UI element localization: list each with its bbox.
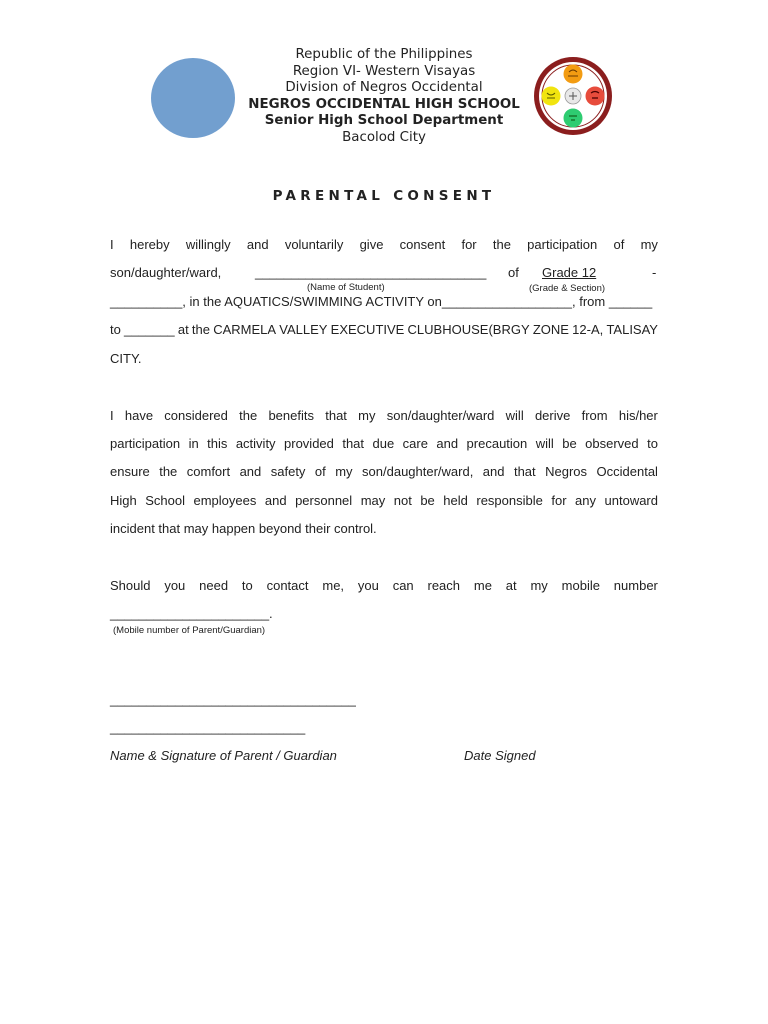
word: due <box>372 436 395 451</box>
word: for <box>461 237 477 252</box>
word: High <box>110 493 137 508</box>
p1-line3-text: __________, in the AQUATICS/SWIMMING ACTIVITY on__________________, from ______ <box>110 294 653 309</box>
word: the <box>191 322 210 337</box>
word: voluntarily <box>284 237 344 252</box>
word: from <box>581 408 608 423</box>
grade-value: Grade 12 <box>542 265 597 280</box>
p2-line3 <box>110 464 658 479</box>
word: me, <box>322 578 345 593</box>
p1-dash: - <box>652 265 657 280</box>
division-logo-placeholder <box>151 58 235 138</box>
word: the <box>239 408 258 423</box>
word: in <box>188 436 199 451</box>
word: hereby <box>129 237 170 252</box>
header-department: Senior High School Department <box>264 113 504 128</box>
p1-line4 <box>110 322 658 337</box>
p1-of: of <box>508 265 519 280</box>
word: responsible <box>476 493 543 508</box>
word: to <box>241 578 253 593</box>
word: TALISAY <box>606 322 658 337</box>
word: employees <box>193 493 257 508</box>
word: held <box>443 493 468 508</box>
word: my <box>640 237 658 252</box>
word: contact <box>266 578 309 593</box>
word: my <box>358 408 376 423</box>
word: reach <box>427 578 461 593</box>
word: and <box>239 464 262 479</box>
word: School <box>145 493 185 508</box>
p2-line5: incident that may happen beyond their control. <box>110 521 377 536</box>
word: that <box>513 464 536 479</box>
p1-line5: CITY. <box>110 351 142 366</box>
word: at <box>177 322 189 337</box>
date-line[interactable]: ___________________________ <box>110 720 306 735</box>
word: you <box>357 578 379 593</box>
word: comfort <box>186 464 231 479</box>
word: the <box>159 464 178 479</box>
p2-line2 <box>110 436 658 451</box>
word: mobile <box>561 578 600 593</box>
word: and <box>482 464 505 479</box>
word: VALLEY <box>279 322 328 337</box>
student-name-caption: (Name of Student) <box>307 282 385 293</box>
word: willingly <box>185 237 231 252</box>
signature-label: Name & Signature of Parent / Guardian <box>110 748 337 763</box>
page-title: PARENTAL CONSENT <box>272 188 496 204</box>
signature-line[interactable]: __________________________________ <box>110 692 356 707</box>
word: considered <box>164 408 228 423</box>
word: EXECUTIVE <box>330 322 405 337</box>
p3-line1 <box>110 578 658 593</box>
p1-line1 <box>110 237 658 252</box>
word: will <box>535 436 554 451</box>
word: and <box>436 436 459 451</box>
word: of <box>314 464 326 479</box>
p2-line4 <box>110 493 658 508</box>
p2-line1 <box>110 408 658 423</box>
word: provided <box>284 436 334 451</box>
word: 12-A, <box>572 322 604 337</box>
word: not <box>393 493 412 508</box>
word: my <box>530 578 548 593</box>
grade-section-caption: (Grade & Section) <box>529 283 606 294</box>
letterhead <box>230 47 538 146</box>
word: be <box>562 436 577 451</box>
word: will <box>505 408 524 423</box>
word: care <box>402 436 428 451</box>
word: may <box>360 493 386 508</box>
word: ensure <box>110 464 150 479</box>
word: for <box>551 493 567 508</box>
word: need <box>199 578 229 593</box>
word: consent <box>399 237 446 252</box>
header-region: Region VI- Western Visayas <box>292 63 476 79</box>
grade-section-field[interactable] <box>542 265 652 280</box>
word: participation <box>527 237 598 252</box>
word: number <box>613 578 658 593</box>
word: I <box>110 408 114 423</box>
word: I <box>110 237 114 252</box>
word: derive <box>534 408 571 423</box>
mobile-number-blank[interactable]: ______________________. <box>110 606 273 621</box>
header-division: Division of Negros Occidental <box>285 80 483 95</box>
word: Negros <box>545 464 588 479</box>
word: safety <box>270 464 306 479</box>
word: untoward <box>604 493 658 508</box>
word: give <box>359 237 384 252</box>
word: CLUBHOUSE(BRGY <box>407 322 530 337</box>
header-city: Bacolod City <box>342 129 426 145</box>
date-signed-label: Date Signed <box>464 748 536 763</box>
word: precaution <box>466 436 528 451</box>
word: me <box>473 578 492 593</box>
word: Should <box>110 578 151 593</box>
word: to <box>647 436 658 451</box>
word: that <box>342 436 365 451</box>
word: have <box>124 408 154 423</box>
word: ZONE <box>532 322 569 337</box>
word: participation <box>110 436 181 451</box>
word: to <box>110 322 121 337</box>
word: at <box>505 578 517 593</box>
word: _______ <box>124 322 175 337</box>
word: this <box>207 436 228 451</box>
mobile-number-caption: (Mobile number of Parent/Guardian) <box>113 625 266 636</box>
word: his/her <box>618 408 658 423</box>
p1-line2-prefix: son/daughter/ward, <box>110 265 222 280</box>
student-name-blank[interactable]: ________________________________ <box>255 265 487 280</box>
word: any <box>575 493 597 508</box>
word: that <box>325 408 347 423</box>
word: the <box>492 237 511 252</box>
word: my <box>335 464 353 479</box>
header-country: Republic of the Philippines <box>295 47 473 62</box>
word: of <box>613 237 625 252</box>
word: and <box>264 493 287 508</box>
word: Occidental <box>596 464 658 479</box>
word: personnel <box>295 493 353 508</box>
word: activity <box>235 436 276 451</box>
p1-line3 <box>110 294 658 309</box>
word: can <box>392 578 414 593</box>
school-seal-logo <box>532 56 614 136</box>
word: son/daughter/ward, <box>362 464 474 479</box>
word: son/daughter/ward <box>386 408 495 423</box>
word: CARMELA <box>213 322 277 337</box>
word: and <box>246 237 269 252</box>
word: be <box>420 493 435 508</box>
word: benefits <box>268 408 314 423</box>
word: you <box>164 578 186 593</box>
word: observed <box>585 436 639 451</box>
header-school-name: NEGROS OCCIDENTAL HIGH SCHOOL <box>248 96 520 112</box>
